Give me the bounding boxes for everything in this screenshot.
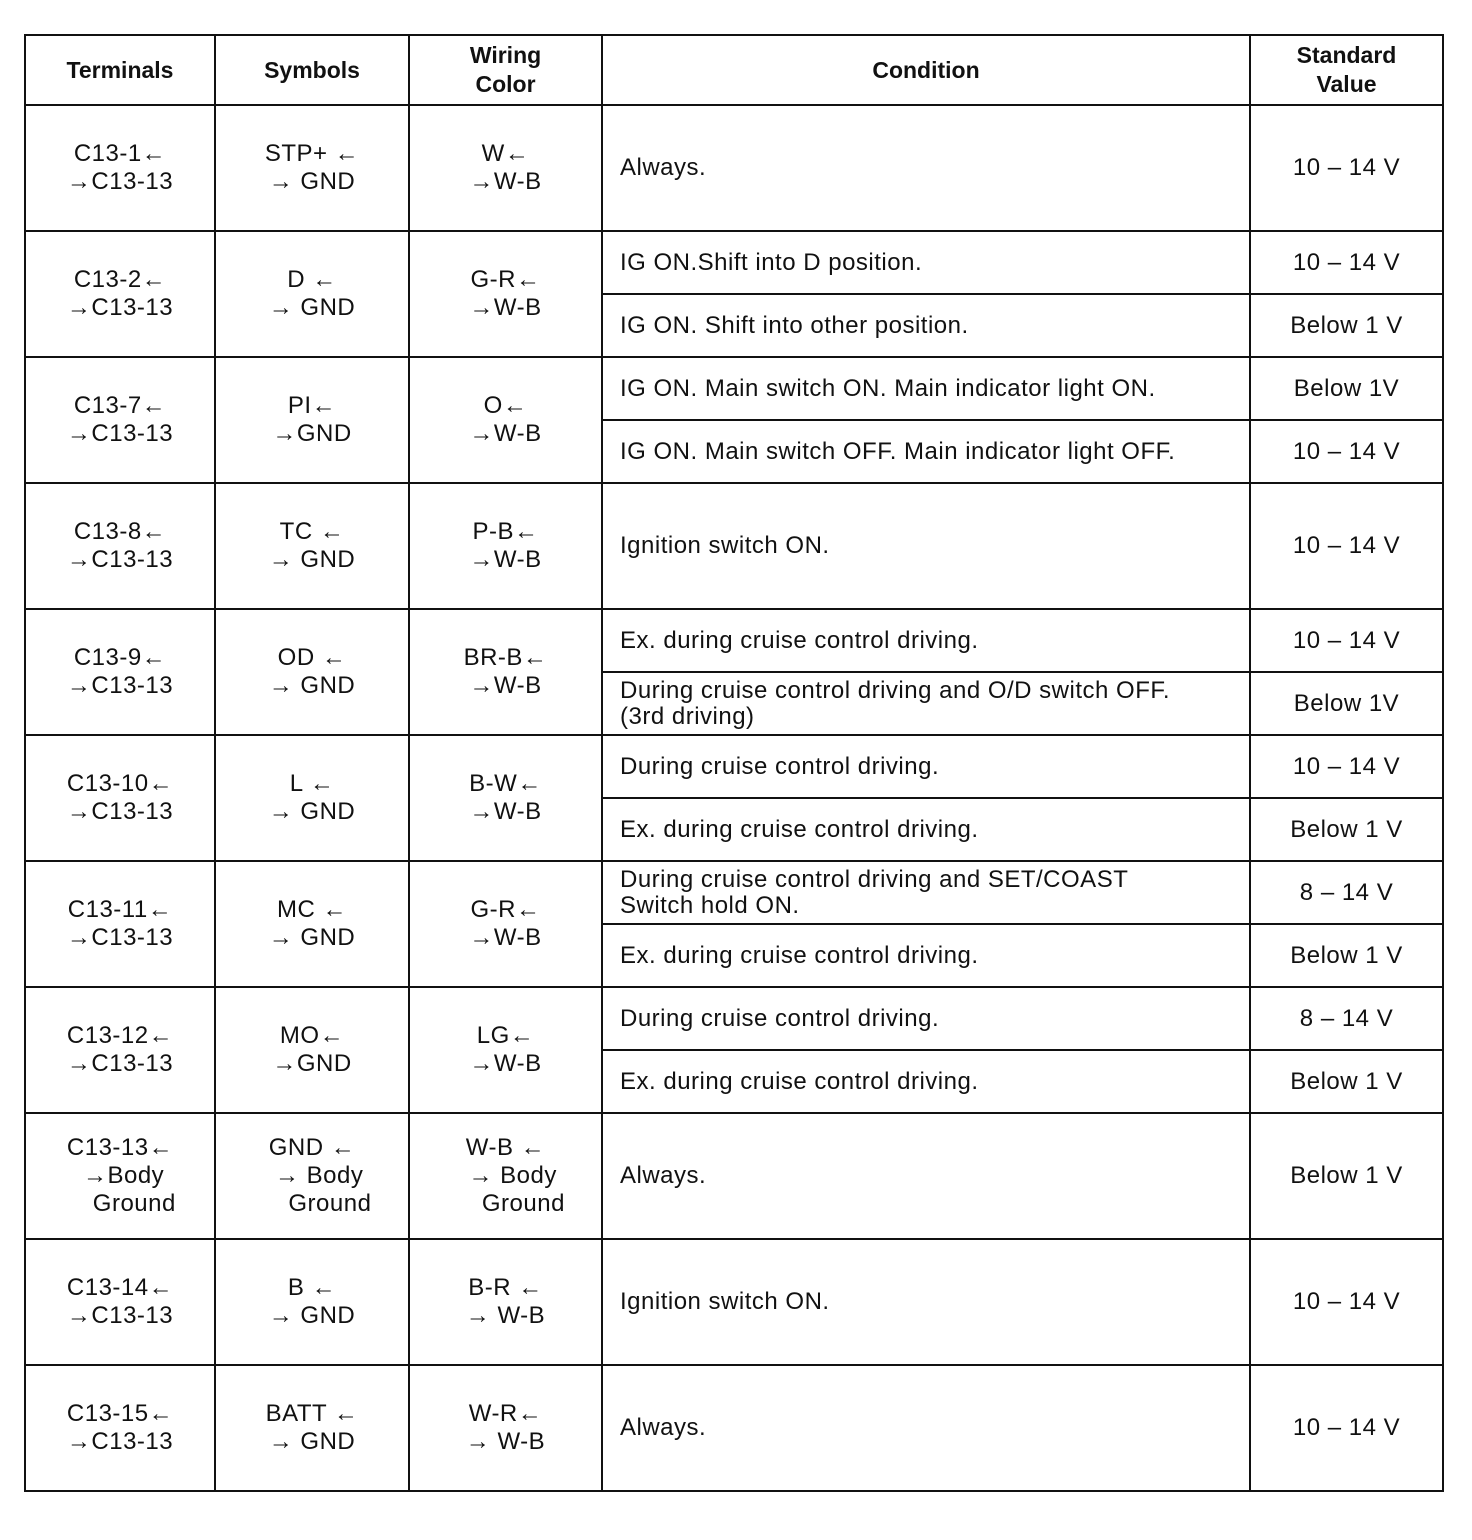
condition-cell bbox=[602, 735, 1250, 798]
terminal-cell-line: →Body bbox=[75, 1162, 165, 1189]
table-row bbox=[25, 357, 1443, 420]
terminal-cell bbox=[25, 861, 215, 987]
symbol-cell-line: MC ← bbox=[277, 896, 347, 923]
header-symbols: Symbols bbox=[215, 35, 409, 105]
terminal-cell bbox=[25, 483, 215, 609]
condition-cell bbox=[602, 357, 1250, 420]
symbol-cell-line: L ← bbox=[289, 770, 335, 797]
symbol-cell-line: → GND bbox=[268, 546, 356, 573]
symbol-cell-line: STP+ ← bbox=[264, 140, 360, 167]
standard-value-cell: 10 – 14 V bbox=[1250, 105, 1443, 231]
terminal-cell-line: C13-9← bbox=[73, 644, 167, 671]
table-row bbox=[25, 861, 1443, 924]
wiring-color-cell bbox=[409, 357, 602, 483]
terminal-cell-line: →C13-13 bbox=[66, 294, 174, 321]
standard-value-cell: 10 – 14 V bbox=[1250, 1365, 1443, 1491]
symbol-cell-line: → GND bbox=[268, 1302, 356, 1329]
terminal-cell-line: →C13-13 bbox=[66, 924, 174, 951]
condition-text: Ex. during cruise control driving. bbox=[620, 626, 979, 654]
terminal-cell-line: →C13-13 bbox=[66, 1302, 174, 1329]
standard-value-cell: 10 – 14 V bbox=[1250, 1239, 1443, 1365]
wiring-color-cell bbox=[409, 735, 602, 861]
standard-value-cell: Below 1V bbox=[1250, 357, 1443, 420]
wiring-color-cell-line: G-R← bbox=[470, 266, 541, 293]
terminal-cell-line: →C13-13 bbox=[66, 672, 174, 699]
table-body bbox=[25, 105, 1443, 1491]
wiring-color-cell-line: →W-B bbox=[469, 1050, 542, 1077]
standard-value-cell: 8 – 14 V bbox=[1250, 861, 1443, 924]
wiring-color-cell-line: LG← bbox=[476, 1022, 535, 1049]
header-wiring-color: Wiring Color bbox=[409, 35, 602, 105]
condition-cell bbox=[602, 924, 1250, 987]
condition-cell bbox=[602, 1050, 1250, 1113]
wiring-color-cell-line: →W-B bbox=[469, 924, 542, 951]
symbol-cell bbox=[215, 231, 409, 357]
symbol-cell bbox=[215, 735, 409, 861]
symbol-cell bbox=[215, 483, 409, 609]
wiring-color-cell-line: Ground bbox=[446, 1190, 565, 1217]
terminal-cell bbox=[25, 357, 215, 483]
table-row bbox=[25, 483, 1443, 609]
wiring-color-cell-line: →W-B bbox=[469, 798, 542, 825]
terminal-cell bbox=[25, 105, 215, 231]
terminal-cell-line: →C13-13 bbox=[66, 168, 174, 195]
terminal-cell-line: C13-1← bbox=[73, 140, 167, 167]
terminal-cell bbox=[25, 1113, 215, 1239]
terminal-cell-line: C13-11← bbox=[67, 896, 173, 923]
wiring-color-cell-line: B-W← bbox=[469, 770, 542, 797]
symbol-cell bbox=[215, 105, 409, 231]
terminal-cell bbox=[25, 1239, 215, 1365]
standard-value-cell: Below 1V bbox=[1250, 672, 1443, 735]
standard-value-cell: Below 1 V bbox=[1250, 1113, 1443, 1239]
wiring-color-cell-line: → W-B bbox=[465, 1302, 546, 1329]
header-terminals: Terminals bbox=[25, 35, 215, 105]
symbol-cell-line: → GND bbox=[268, 294, 356, 321]
symbol-cell bbox=[215, 987, 409, 1113]
symbol-cell-line: →GND bbox=[272, 420, 352, 447]
condition-text: IG ON. Shift into other position. bbox=[620, 311, 969, 339]
terminal-cell-line: C13-13← bbox=[66, 1134, 174, 1161]
symbol-cell-line: Ground bbox=[252, 1190, 372, 1217]
standard-value-cell: 10 – 14 V bbox=[1250, 231, 1443, 294]
condition-cell bbox=[602, 987, 1250, 1050]
symbol-cell bbox=[215, 609, 409, 735]
condition-cell bbox=[602, 1365, 1250, 1491]
standard-value-cell: Below 1 V bbox=[1250, 1050, 1443, 1113]
header-row bbox=[25, 35, 1443, 105]
symbol-cell bbox=[215, 1113, 409, 1239]
symbol-cell-line: →GND bbox=[272, 1050, 352, 1077]
condition-cell bbox=[602, 798, 1250, 861]
table-row bbox=[25, 609, 1443, 672]
terminal-cell bbox=[25, 609, 215, 735]
symbol-cell-line: → GND bbox=[268, 1428, 356, 1455]
condition-cell bbox=[602, 420, 1250, 483]
condition-cell bbox=[602, 1113, 1250, 1239]
symbol-cell-line: → GND bbox=[268, 168, 356, 195]
condition-text: Ex. during cruise control driving. bbox=[620, 1067, 979, 1095]
standard-value-cell: Below 1 V bbox=[1250, 924, 1443, 987]
condition-text: IG ON. Main switch ON. Main indicator light ON. bbox=[620, 374, 1156, 402]
wiring-color-cell bbox=[409, 1113, 602, 1239]
wiring-color-cell-line: →W-B bbox=[469, 294, 542, 321]
condition-text: Ignition switch ON. bbox=[620, 532, 830, 559]
standard-value-cell: 10 – 14 V bbox=[1250, 735, 1443, 798]
wiring-color-cell-line: →W-B bbox=[469, 672, 542, 699]
symbol-cell bbox=[215, 357, 409, 483]
wiring-color-cell-line: →W-B bbox=[469, 420, 542, 447]
terminal-voltage-table bbox=[24, 34, 1444, 1492]
terminal-cell-line: C13-10← bbox=[66, 770, 174, 797]
wiring-color-cell-line: O← bbox=[483, 392, 528, 419]
standard-value-cell: Below 1 V bbox=[1250, 798, 1443, 861]
condition-cell bbox=[602, 1239, 1250, 1365]
symbol-cell-line: → GND bbox=[268, 798, 356, 825]
symbol-cell-line: MO← bbox=[279, 1022, 345, 1049]
terminal-cell-line: →C13-13 bbox=[66, 798, 174, 825]
condition-text: During cruise control driving. bbox=[620, 752, 940, 780]
wiring-color-cell-line: W-B ← bbox=[465, 1134, 546, 1161]
wiring-color-cell-line: →W-B bbox=[469, 168, 542, 195]
terminal-cell-line: →C13-13 bbox=[66, 546, 174, 573]
symbol-cell-line: TC ← bbox=[279, 518, 345, 545]
terminal-cell bbox=[25, 231, 215, 357]
condition-text: Ignition switch ON. bbox=[620, 1288, 830, 1315]
wiring-color-cell-line: W-R← bbox=[468, 1400, 543, 1427]
condition-cell bbox=[602, 483, 1250, 609]
terminal-cell bbox=[25, 987, 215, 1113]
symbol-cell-line: BATT ← bbox=[265, 1400, 359, 1427]
terminal-cell-line: C13-15← bbox=[66, 1400, 174, 1427]
symbol-cell-line: D ← bbox=[287, 266, 337, 293]
symbol-cell-line: GND ← bbox=[268, 1134, 356, 1161]
table-row bbox=[25, 987, 1443, 1050]
terminal-cell-line: C13-14← bbox=[66, 1274, 174, 1301]
terminal-cell-line: →C13-13 bbox=[66, 420, 174, 447]
symbol-cell-line: PI← bbox=[287, 392, 337, 419]
wiring-color-cell bbox=[409, 1365, 602, 1491]
table-row bbox=[25, 231, 1443, 294]
condition-cell bbox=[602, 609, 1250, 672]
condition-text: Switch hold ON. bbox=[620, 891, 800, 919]
table-row bbox=[25, 1365, 1443, 1491]
standard-value-cell: 10 – 14 V bbox=[1250, 609, 1443, 672]
condition-text: IG ON.Shift into D position. bbox=[620, 248, 923, 276]
condition-cell bbox=[602, 861, 1250, 924]
symbol-cell-line: B ← bbox=[287, 1274, 337, 1301]
terminal-cell bbox=[25, 1365, 215, 1491]
table-row bbox=[25, 1113, 1443, 1239]
condition-text: (3rd driving) bbox=[620, 702, 755, 730]
terminal-cell-line: Ground bbox=[64, 1190, 176, 1217]
header-standard-value: Standard Value bbox=[1250, 35, 1443, 105]
terminal-cell-line: C13-7← bbox=[73, 392, 167, 419]
wiring-color-cell bbox=[409, 1239, 602, 1365]
wiring-color-cell-line: G-R← bbox=[470, 896, 541, 923]
standard-value-cell: Below 1 V bbox=[1250, 294, 1443, 357]
condition-cell bbox=[602, 105, 1250, 231]
wiring-color-cell-line: P-B← bbox=[472, 518, 539, 545]
wiring-color-cell bbox=[409, 609, 602, 735]
table-row bbox=[25, 105, 1443, 231]
symbol-cell-line: → GND bbox=[268, 924, 356, 951]
condition-text: Ex. during cruise control driving. bbox=[620, 941, 979, 969]
symbol-cell-line: OD ← bbox=[277, 644, 347, 671]
condition-text: Always. bbox=[620, 1414, 707, 1441]
standard-value-cell: 10 – 14 V bbox=[1250, 483, 1443, 609]
condition-cell bbox=[602, 294, 1250, 357]
header-condition: Condition bbox=[602, 35, 1250, 105]
wiring-color-cell-line: → Body bbox=[454, 1162, 557, 1189]
wiring-color-cell-line: BR-B← bbox=[463, 644, 548, 671]
terminal-cell-line: →C13-13 bbox=[66, 1050, 174, 1077]
standard-value-cell: 8 – 14 V bbox=[1250, 987, 1443, 1050]
wiring-color-cell-line: →W-B bbox=[469, 546, 542, 573]
table-row bbox=[25, 1239, 1443, 1365]
condition-text: During cruise control driving. bbox=[620, 1004, 940, 1032]
terminal-cell-line: C13-12← bbox=[66, 1022, 174, 1049]
condition-cell bbox=[602, 231, 1250, 294]
terminal-cell-line: C13-8← bbox=[73, 518, 167, 545]
wiring-color-cell bbox=[409, 483, 602, 609]
condition-text: Always. bbox=[620, 154, 707, 181]
condition-text: During cruise control driving and O/D switch OFF. bbox=[620, 676, 1171, 704]
symbol-cell bbox=[215, 1365, 409, 1491]
symbol-cell bbox=[215, 861, 409, 987]
table-row bbox=[25, 735, 1443, 798]
symbol-cell-line: → Body bbox=[260, 1162, 364, 1189]
symbol-cell bbox=[215, 1239, 409, 1365]
wiring-color-cell bbox=[409, 987, 602, 1113]
terminal-cell-line: →C13-13 bbox=[66, 1428, 174, 1455]
wiring-color-cell-line: W← bbox=[481, 140, 530, 167]
terminal-cell-line: C13-2← bbox=[73, 266, 167, 293]
condition-cell bbox=[602, 672, 1250, 735]
wiring-color-cell bbox=[409, 105, 602, 231]
wiring-color-cell-line: B-R ← bbox=[468, 1274, 543, 1301]
standard-value-cell: 10 – 14 V bbox=[1250, 420, 1443, 483]
condition-text: Always. bbox=[620, 1162, 707, 1189]
terminal-cell bbox=[25, 735, 215, 861]
condition-text: IG ON. Main switch OFF. Main indicator light OFF. bbox=[620, 437, 1176, 465]
condition-text: During cruise control driving and SET/COAST bbox=[620, 865, 1129, 893]
symbol-cell-line: → GND bbox=[268, 672, 356, 699]
wiring-color-cell-line: → W-B bbox=[465, 1428, 546, 1455]
condition-text: Ex. during cruise control driving. bbox=[620, 815, 979, 843]
wiring-color-cell bbox=[409, 231, 602, 357]
wiring-color-cell bbox=[409, 861, 602, 987]
